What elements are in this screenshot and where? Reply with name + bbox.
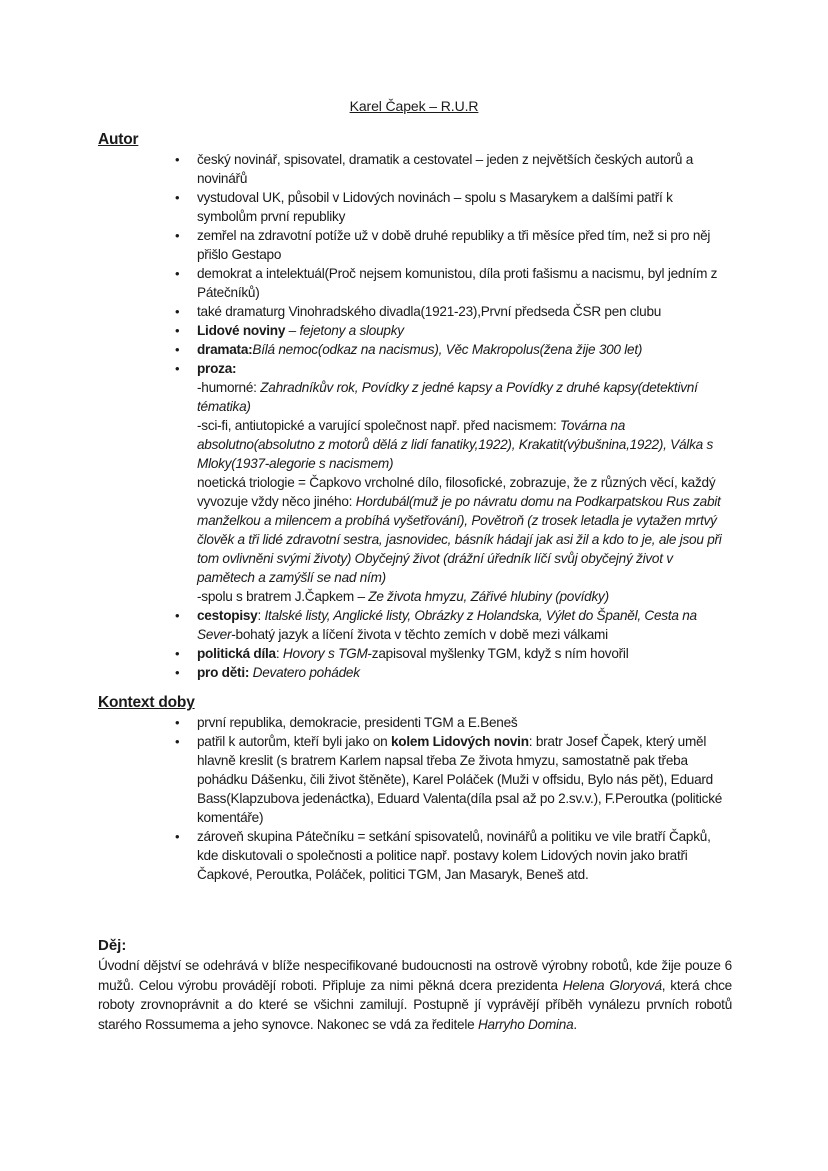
proza-noeticka [197,473,732,587]
plot-paragraph [98,956,732,1034]
bullet-icon: • [175,734,180,749]
list-item-text: také dramaturg Vinohradského divadla(1921-23),První předseda ČSR pen clubu [197,304,662,319]
bullet-icon: • [175,152,180,167]
list-item [172,302,732,321]
item-label: pro děti: [197,665,250,680]
bullet-icon: • [175,646,180,661]
list-item [172,713,732,732]
list-item [172,732,732,827]
proza-spolu-label: -spolu s bratrem J.Čapkem – [197,589,369,604]
list-item-suffix: : bratr Josef Čapek, který uměl hlavně kreslit (s bratrem Karlem napsal třeba Ze života hmyzu, samostatně pak třeba pohádku Dášenku, čili život štěněte), Karel Poláček (Muži v offsidu, Bylo nás pět), Eduard Bass(Klapzubova jedenáctka), Eduard Valenta(díla psal až po 2.sv.v.), F.Peroutka (politické komentáře) [197,734,723,825]
list-item-bold: kolem Lidových novin [391,734,529,749]
section-heading-kontext-doby: Kontext doby [98,694,195,711]
item-detail: – fejetony a sloupky [285,323,404,338]
bullet-icon: • [175,342,180,357]
bullet-icon: • [175,266,180,281]
section-heading-autor: Autor [98,131,139,148]
list-item [172,226,732,264]
item-label: proza: [197,361,237,376]
item-label: Lidové noviny [197,323,286,338]
item-detail: Devatero pohádek [249,665,360,680]
item-sep: : [275,646,283,661]
bullet-icon: • [175,228,180,243]
list-item-text: demokrat a intelektuál(Proč nejsem komunistou, díla proti fašismu a nacismu, byl jedním z Pátečníků) [197,266,718,300]
list-item-text: zároveň skupina Pátečníku = setkání spisovatelů, novinářů a politiku ve vile bratří Čapků, kde diskutovali o společnosti a politice např. postavy kolem Lidových novin jako bratři Čapkové, Peroutka, Poláček, politici TGM, Jan Masaryk, Beneš atd. [197,829,711,882]
proza-scifi [197,416,732,473]
list-item [172,150,732,188]
bullet-icon: • [175,665,180,680]
item-note: -bohatý jazyk a líčení života v těchto zemích v době mezi válkami [231,627,608,642]
character-name: Helena Gloryová [562,977,662,993]
plot-text-part: . [573,1016,577,1032]
item-label: dramata: [197,342,253,357]
plot-text-part: Úvodní dějství se odehrává v blíže nespecifikované budoucnosti na ostrově výrobny robotů, kde žije pouze 6 mužů. Celou výrobu provádějí roboti. Připluje za nimi pěkná dcera prezidenta [98,958,732,993]
plot-text-part: , která chce roboty zrovnoprávnit a do které se všichni zamilují. Postupně jí vyprávějí příběh vynálezu prvních robotů starého Rossumema a jeho synovce. Nakonec se vdá za ředitele [98,977,732,1032]
list-item-text: český novinář, spisovatel, dramatik a cestovatel – jeden z největších českých autorů a novinářů [197,152,694,186]
bullet-icon: • [175,715,180,730]
item-label: cestopisy [197,608,258,623]
item-detail: Bílá nemoc(odkaz na nacismus), Věc Makropolus(žena žije 300 let) [252,342,643,357]
section-heading-dej: Děj: [98,937,127,954]
list-item [172,827,732,884]
bullet-icon: • [175,190,180,205]
proza-humorne [197,378,732,416]
item-sep: : [257,608,265,623]
autor-list [172,150,732,682]
list-item-pro-deti [172,663,732,682]
bullet-icon: • [175,323,180,338]
list-item-text: první republika, demokracie, presidenti TGM a E.Beneš [197,715,518,730]
list-item-text: zemřel na zdravotní potíže už v době druhé republiky a tři měsíce před tím, než si pro něj přišlo Gestapo [197,228,711,262]
list-item-politicka-dila [172,644,732,663]
item-note: -zapisoval myšlenky TGM, když s ním hovořil [367,646,629,661]
proza-noeticka-label: noetická triologie = Čapkovo vrcholné dílo, filosofické, zobrazuje, že z různých věcí, každý vyvozuje vždy něco jiného: [197,475,716,509]
item-label: politická díla [197,646,276,661]
item-detail: Italské listy, Anglické listy, Obrázky z Holandska, Výlet do Španěl, Cesta na Sever [197,608,697,642]
kontext-list [172,713,732,884]
bullet-icon: • [175,304,180,319]
list-item-cestopisy [172,606,732,644]
bullet-icon: • [175,361,180,376]
list-item [172,264,732,302]
list-item-lidove-noviny [172,321,732,340]
list-item-dramata [172,340,732,359]
proza-humorne-label: -humorné: [197,380,261,395]
proza-scifi-works: Továrna na absolutno(absolutno z motorů dělá z lidí fanatiky,1922), Krakatit(výbušnina,1922), Válka s Mloky(1937-alegorie s nacismem) [197,418,714,471]
proza-spolu [197,587,732,606]
document-title: Karel Čapek – R.U.R [349,98,479,114]
bullet-icon: • [175,829,180,844]
list-item-prefix: patřil k autorům, kteří byli jako on [197,734,391,749]
proza-spolu-works: Ze života hmyzu, Zářivé hlubiny (povídky) [368,589,609,604]
item-detail: Hovory s TGM [282,646,368,661]
list-item-text: vystudoval UK, působil v Lidových novinách – spolu s Masarykem a dalšími patří k symbolům první republiky [197,190,673,224]
proza-noeticka-works: Hordubál(muž je po návratu domu na Podkarpatskou Rus zabit manželkou a milencem a probíhá vyšetřování), Povětroň (z trosek letadla je vytažen mrtvý člověk a tři lidé zdravotní sestra, jasnovidec, básník hádají jak asi žil a kdo to je, ale jsou při tom ovlivněni svými životy) Obyčejný život (drážní úředník líčí svůj obyčejný život v pamětech a zamýšlí se nad ním) [197,494,722,585]
proza-scifi-label: -sci-fi, antiutopické a varující společnost např. před nacismem: [197,418,561,433]
list-item [172,188,732,226]
proza-humorne-works: Zahradníkův rok, Povídky z jedné kapsy a Povídky z druhé kapsy(detektivní tématika) [197,380,698,414]
character-name: Harryho Domina [477,1016,574,1032]
list-item-proza [172,359,732,606]
bullet-icon: • [175,608,180,623]
